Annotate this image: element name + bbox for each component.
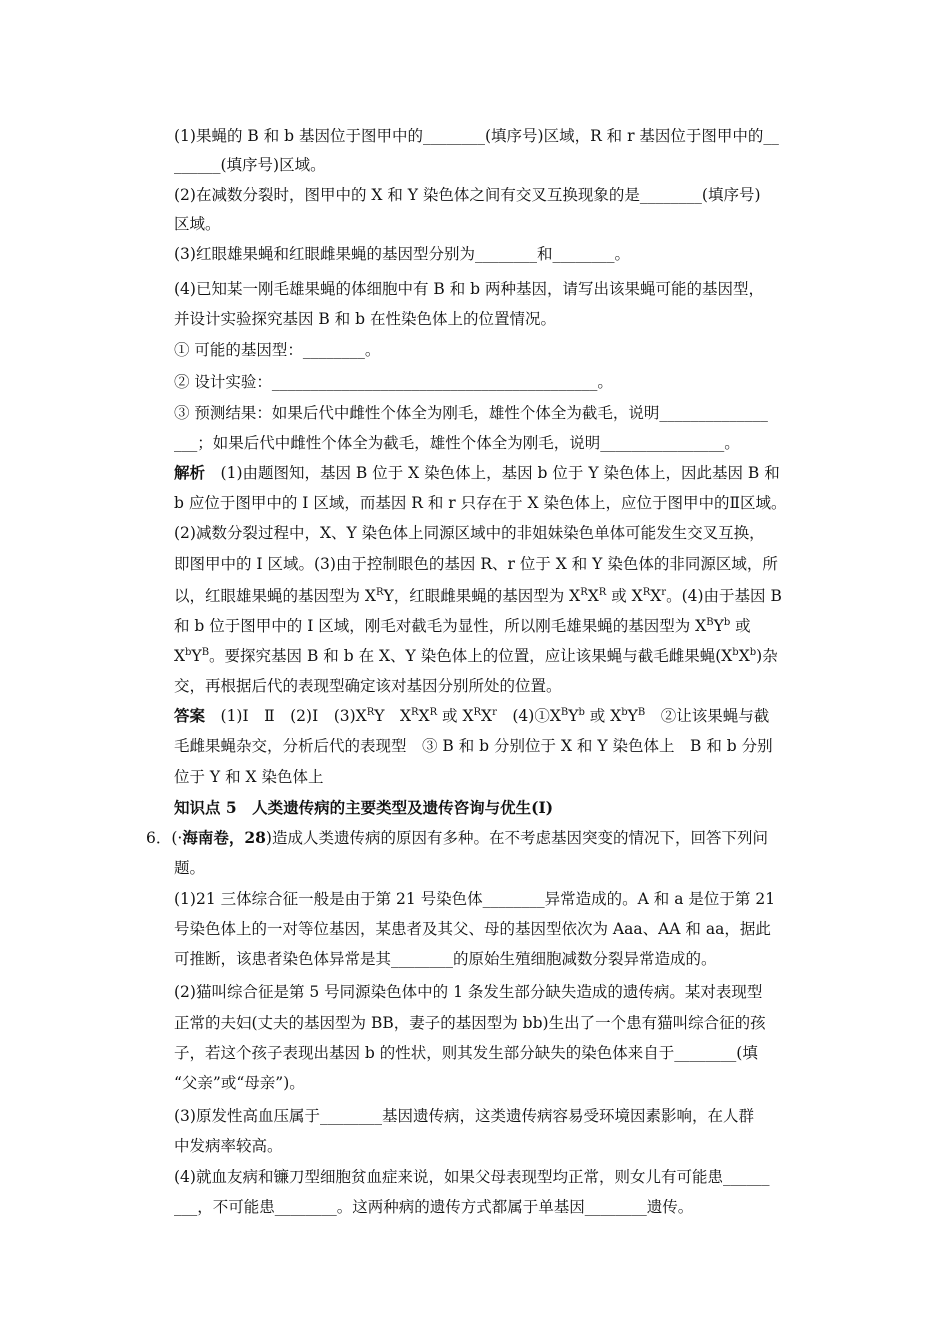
q6-part1-line2: 号染色体上的一对等位基因，某患者及其父、母的基因型依次为 Aaa、AA 和 aa，据此 <box>174 920 771 938</box>
analysis-line1: 解析 (1)由题图知，基因 B 位于 X 染色体上，基因 b 位于 Y 染色体上，因此基因 B 和 <box>174 463 780 482</box>
q6-part4-line1: (4)就血友病和镰刀型细胞贫血症来说，如果父母表现型均正常，则女儿有可能患______ <box>174 1168 770 1186</box>
q6-source: 海南卷，28 <box>182 828 266 847</box>
q6-part2-line2: 正常的夫妇(丈夫的基因型为 BB，妻子的基因型为 bb)生出了一个患有猫叫综合征的孩 <box>174 1014 766 1032</box>
q6-part4-line2: ___，不可能患________。这两种病的遗传方式都属于单基因________遗传。 <box>174 1198 694 1216</box>
q6-part1-line1: (1)21 三体综合征一般是由于第 21 号染色体________异常造成的。A 和 a 是位于第 21 <box>174 890 776 908</box>
q5-part2-line1: (2)在减数分裂时，图甲中的 X 和 Y 染色体之间有交叉互换现象的是________(填序号) <box>174 186 761 204</box>
q6-stem-line1: 6．(·海南卷，28)造成人类遗传病的原因有多种。在不考虑基因突变的情况下，回答下列问 <box>146 828 768 847</box>
q5-part2-line2: 区域。 <box>174 215 221 233</box>
q5-part4-item2: ② 设计实验：__________________________________________。 <box>174 373 613 391</box>
q6-part3-line1: (3)原发性高血压属于________基因遗传病，这类遗传病容易受环境因素影响，在人群 <box>174 1107 754 1125</box>
q5-part4-line1: (4)已知某一刚毛雄果蝇的体细胞中有 B 和 b 两种基因，请写出该果蝇可能的基因型， <box>174 280 764 298</box>
answer-line3: 位于 Y 和 X 染色体上 <box>174 768 324 786</box>
q6-part1-line3: 可推断，该患者染色体异常是其________的原始生殖细胞减数分裂异常造成的。 <box>174 950 717 968</box>
q5-part4-item3-line1: ③ 预测结果：如果后代中雌性个体全为刚毛，雄性个体全为截毛，说明______________ <box>174 404 768 422</box>
analysis-line3: (2)减数分裂过程中，X、Y 染色体上同源区域中的非姐妹染色单体可能发生交叉互换， <box>174 524 765 542</box>
q6-part2-line1: (2)猫叫综合征是第 5 号同源染色体中的 1 条发生部分缺失造成的遗传病。某对表现型 <box>174 983 763 1001</box>
q6-number: 6．(· <box>146 829 183 847</box>
q6-part2-line4: “父亲”或“母亲”)。 <box>174 1074 305 1092</box>
q6-part3-line2: 中发病率较高。 <box>174 1137 283 1155</box>
q6-stem-line2: 题。 <box>174 859 206 877</box>
analysis-line6: 和 b 位于图甲中的 Ⅰ 区域，刚毛对截毛为显性，所以刚毛雄果蝇的基因型为 $X^BY^b$ 或 <box>174 617 751 635</box>
q6-part2-line3: 子，若这个孩子表现出基因 b 的性状，则其发生部分缺失的染色体来自于________(填 <box>174 1044 758 1062</box>
analysis-label: 解析 <box>174 463 206 482</box>
q5-part1-line1: (1)果蝇的 B 和 b 基因位于图甲中的________(填序号)区域，R 和 r 基因位于图甲中的__ <box>174 127 779 145</box>
answer-line1: 答案 (1)Ⅰ Ⅱ (2)Ⅰ $(3)X^RY$ $X^RX^R$ 或 $X^RX^r$ $(4)①X^BY^b$ 或 $X^bY^B$ ②让该果蝇与截 <box>174 706 770 725</box>
analysis-line2: b 应位于图甲中的 Ⅰ 区域，而基因 R 和 r 只存在于 X 染色体上，应位于图甲中的Ⅱ区域。 <box>174 494 787 512</box>
answer-line2: 毛雌果蝇杂交，分析后代的表现型 ③ B 和 b 分别位于 X 和 Y 染色体上 B 和 b 分别 <box>174 737 773 755</box>
analysis-line8: 交，再根据后代的表现型确定该对基因分别所处的位置。 <box>174 677 562 695</box>
q5-part4-item3-line2: ___；如果后代中雌性个体全为截毛，雄性个体全为刚毛，说明________________。 <box>174 434 740 452</box>
knowledge-point-heading: 知识点 5 人类遗传病的主要类型及遗传咨询与优生(Ⅰ) <box>174 798 554 817</box>
q5-part4-item1: ① 可能的基因型：________。 <box>174 341 381 359</box>
analysis-line5: 以，红眼雄果蝇的基因型为 $X^RY$，红眼雌果蝇的基因型为 $X^RX^R$ 或 $X^RX^r$。(4)由于基因 B <box>174 587 782 605</box>
answer-label: 答案 <box>174 706 206 725</box>
q5-part4-line2: 并设计实验探究基因 B 和 b 在性染色体上的位置情况。 <box>174 310 557 328</box>
q5-part3: (3)红眼雄果蝇和红眼雌果蝇的基因型分别为________和________。 <box>174 245 630 263</box>
q5-part1-line2: ______(填序号)区域。 <box>174 156 326 174</box>
analysis-line7: $X^bY^B$。要探究基因 B 和 b 在 X、Y 染色体上的位置，应让该果蝇与截毛雌果蝇$(X^bX^b)$杂 <box>174 647 778 665</box>
analysis-line4: 即图甲中的 Ⅰ 区域。(3)由于控制眼色的基因 R、r 位于 X 和 Y 染色体的非同源区域，所 <box>174 555 778 573</box>
